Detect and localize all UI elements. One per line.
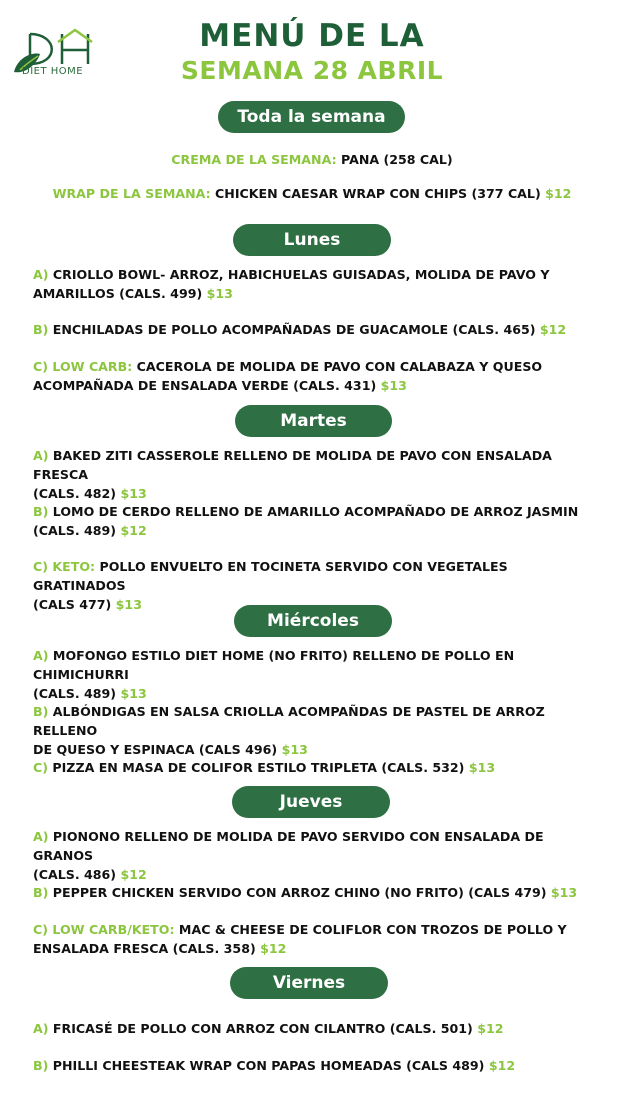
wrap-prefix: WRAP DE LA SEMANA:: [52, 186, 211, 201]
item-price: $12: [260, 941, 287, 956]
item-price: $12: [120, 867, 147, 882]
crema-prefix: CREMA DE LA SEMANA:: [171, 152, 337, 167]
item-prefix: B): [33, 504, 49, 519]
menu-item-viernes-b: [33, 1056, 601, 1075]
day-pill-martes: Martes: [235, 405, 392, 437]
item-text: ENSALADA FRESCA (CALS. 358): [33, 941, 256, 956]
item-text: ALBÓNDIGAS EN SALSA CRIOLLA ACOMPAÑDAS DE PASTEL DE ARROZ RELLENO: [33, 704, 545, 738]
menu-item-miercoles-a: [33, 646, 601, 703]
item-text: MAC & CHEESE DE COLIFLOR CON TROZOS DE POLLO Y: [178, 922, 567, 937]
item-prefix: B): [33, 704, 49, 719]
item-price: $13: [120, 686, 147, 701]
item-text: (CALS 477): [33, 597, 112, 612]
item-price: $12: [539, 322, 567, 337]
item-price: $13: [550, 885, 578, 900]
wrap-price: $12: [545, 186, 572, 201]
item-prefix: B): [33, 885, 49, 900]
day-pill-miercoles: Miércoles: [234, 605, 392, 637]
item-price: $12: [120, 523, 147, 538]
wrap-text: CHICKEN CAESAR WRAP CON CHIPS (377 CAL): [215, 186, 541, 201]
item-prefix: A): [33, 1021, 49, 1036]
day-pill-lunes: Lunes: [233, 224, 391, 256]
item-prefix: C) LOW CARB/KETO:: [33, 922, 175, 937]
item-text: MOFONGO ESTILO DIET HOME (NO FRITO) RELLENO DE POLLO EN CHIMICHURRI: [33, 648, 515, 682]
item-prefix: A): [33, 648, 49, 663]
item-text: (CALS. 482): [33, 486, 117, 501]
item-prefix: B): [33, 322, 49, 337]
item-text: LOMO DE CERDO RELLENO DE AMARILLO ACOMPAÑADO DE ARROZ JASMIN: [52, 504, 579, 519]
menu-item-viernes-a: [33, 1019, 601, 1038]
item-prefix: C) KETO:: [33, 559, 96, 574]
day-pill-viernes: Viernes: [230, 967, 388, 999]
item-prefix: B): [33, 1058, 49, 1073]
item-text: FRICASÉ DE POLLO CON ARROZ CON CILANTRO (CALS. 501): [52, 1021, 473, 1036]
menu-item-martes-a: [33, 446, 601, 503]
item-text: PIONONO RELLENO DE MOLIDA DE PAVO SERVIDO CON ENSALADA DE GRANOS: [33, 829, 544, 863]
crema-text: PANA (258 CAL): [341, 152, 453, 167]
menu-item-jueves-c: [33, 920, 601, 958]
wrap-line: [0, 184, 624, 203]
menu-item-miercoles-b: [33, 702, 601, 759]
item-text: PEPPER CHICKEN SERVIDO CON ARROZ CHINO (NO FRITO) (CALS 479): [52, 885, 547, 900]
crema-line: [0, 150, 624, 169]
item-price: $13: [380, 378, 407, 393]
menu-item-lunes-a: [33, 265, 601, 303]
item-prefix: A): [33, 829, 49, 844]
item-price: $13: [468, 760, 496, 775]
day-pill-jueves: Jueves: [232, 786, 390, 818]
section-pill-week: Toda la semana: [218, 101, 405, 133]
item-text: BAKED ZITI CASSEROLE RELLENO DE MOLIDA DE PAVO CON ENSALADA FRESCA: [33, 448, 552, 482]
item-price: $13: [206, 286, 233, 301]
menu-item-lunes-b: [33, 320, 601, 339]
item-text: CRIOLLO BOWL- ARROZ, HABICHUELAS GUISADAS, MOLIDA DE PAVO Y: [52, 267, 550, 282]
item-price: $12: [477, 1021, 504, 1036]
item-price: $13: [281, 742, 308, 757]
menu-item-jueves-a: [33, 827, 601, 884]
item-prefix: C) LOW CARB:: [33, 359, 133, 374]
item-text: PIZZA EN MASA DE COLIFOR ESTILO TRIPLETA (CALS. 532): [52, 760, 465, 775]
item-prefix: C): [33, 760, 48, 775]
item-text: (CALS. 486): [33, 867, 117, 882]
item-prefix: A): [33, 448, 49, 463]
item-text: AMARILLOS (CALS. 499): [33, 286, 203, 301]
item-price: $13: [115, 597, 142, 612]
item-prefix: A): [33, 267, 49, 282]
menu-item-martes-b: [33, 502, 601, 540]
menu-item-miercoles-c: [33, 758, 601, 777]
item-text: (CALS. 489): [33, 686, 117, 701]
item-text: CACEROLA DE MOLIDA DE PAVO CON CALABAZA Y QUESO: [136, 359, 543, 374]
item-text: POLLO ENVUELTO EN TOCINETA SERVIDO CON VEGETALES GRATINADOS: [33, 559, 508, 593]
item-text: ACOMPAÑADA DE ENSALADA VERDE (CALS. 431): [33, 378, 377, 393]
item-price: $13: [120, 486, 147, 501]
item-text: ENCHILADAS DE POLLO ACOMPAÑADAS DE GUACAMOLE (CALS. 465): [52, 322, 536, 337]
item-price: $12: [488, 1058, 516, 1073]
page-title: MENÚ DE LA: [199, 18, 425, 54]
item-text: PHILLI CHEESTEAK WRAP CON PAPAS HOMEADAS (CALS 489): [52, 1058, 485, 1073]
item-text: (CALS. 489): [33, 523, 117, 538]
page-subtitle: SEMANA 28 ABRIL: [180, 56, 444, 85]
menu-item-jueves-b: [33, 883, 601, 902]
item-text: DE QUESO Y ESPINACA (CALS 496): [33, 742, 278, 757]
menu-item-lunes-c: [33, 357, 601, 395]
logo-text: DIET HOME: [22, 66, 84, 77]
